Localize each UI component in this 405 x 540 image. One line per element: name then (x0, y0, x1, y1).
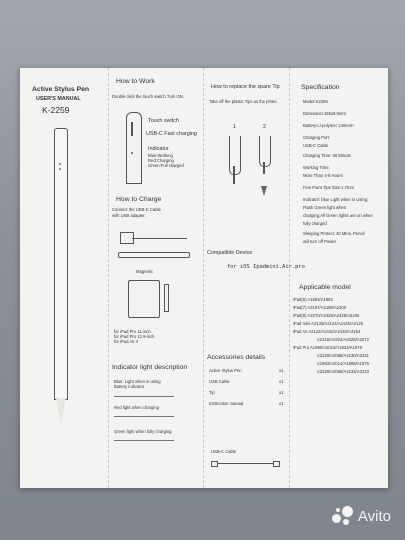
stylus-illustration (54, 128, 68, 428)
ipad-line-2: for iPad Pro 12.9-inch (114, 334, 155, 339)
spec-item: Sleeping Protect: 30 Mins. Pencil (303, 231, 365, 236)
spec-item: Model:K2259 (303, 99, 328, 104)
pen-sketch-green (114, 440, 174, 441)
compatible-heading: Compatible Device (207, 250, 253, 256)
charge-desc-2: with USB adapter. (112, 213, 146, 218)
spec-item: fully charged (303, 221, 327, 226)
replace-desc: Take off the plastic Tips as the photo (209, 99, 277, 104)
pen-sketch-blue (114, 396, 174, 397)
usbc-cable-label: USB-C Cable (211, 449, 237, 454)
charge-desc-1: Connect the USB-C Cable (112, 207, 161, 212)
ind-green: Green light when fully charging (114, 429, 172, 434)
magnetic-label: Magnetic (136, 269, 153, 274)
how-to-work-desc: Double click the touch switch,Turn ON. (112, 94, 184, 99)
ipad-line-1: for iPad Pro 11-inch (114, 329, 151, 334)
step-2-number: 2 (263, 124, 266, 130)
spec-item: Charging Time: 90 Minute (303, 153, 351, 158)
acc-item-name: Tip (209, 390, 215, 395)
applicable-model-item: iPad(8) A2270/A2428/A2429/A2430 (293, 313, 360, 318)
indicator-line-3: Green:Full charged (148, 163, 184, 168)
acc-item-name: Active Stylus Pen (209, 368, 242, 373)
avito-logo-icon (332, 506, 354, 526)
spec-item: Fine Point Tips Size:1.7mm (303, 185, 354, 190)
ipad-pen-illustration (164, 284, 169, 312)
spec-item: will turn off Power (303, 239, 336, 244)
manual-sheet (20, 68, 388, 488)
replace-heading: How to replace the spare Tip (211, 84, 280, 90)
acc-item-qty: x1 (279, 379, 284, 384)
watermark-text: Avito (357, 507, 391, 525)
applicable-model-item: iPad Air A2122/A2152/A2153/A2154 (293, 329, 361, 334)
spec-item: Indicator: blue Light when in Using; (303, 197, 369, 202)
spec-item: Working Time: (303, 165, 330, 170)
acc-item-qty: x1 (279, 390, 284, 395)
applicable-model-item: A1983/A2014/A1895/A1876 (317, 361, 369, 366)
manual-subtitle: USER'S MANUAL (36, 96, 81, 102)
touch-switch-label: Touch switch (148, 118, 179, 124)
usbc-fast-label: USB-C Fast charging (146, 131, 197, 137)
ind-blue-2: Battery indicator (114, 384, 145, 389)
ind-red: Red light when charging (114, 405, 159, 410)
acc-item-name: USB Cable (209, 379, 230, 384)
usbc-cable-illustration (211, 458, 281, 468)
panel-how-to (108, 68, 204, 488)
applicable-model-item: A2229/A2069/A2232/A2233 (317, 369, 369, 374)
spec-item: Battery:Li-polymer 140mAh (303, 123, 354, 128)
how-to-work-heading: How to Work (116, 78, 155, 85)
spec-item: More Than 4-8 Hours (303, 173, 343, 178)
acc-item-name: Instruction manual (209, 401, 244, 406)
compatible-list: for iOS Ipadmini.Air.pro (227, 264, 305, 270)
panel-specification (289, 68, 388, 488)
charger-illustration (116, 228, 196, 258)
acc-item-qty: x1 (279, 401, 284, 406)
indicator-label: Indicator (148, 146, 169, 152)
applicable-model-item: iPad Pro A1980/A2013/A1934/A1979 (293, 345, 362, 350)
tip-illustration-2 (255, 136, 275, 206)
applicable-model-item: A2228/A2068/A2230/A2231 (317, 353, 369, 358)
panel-cover (20, 68, 109, 488)
spec-item: Dimension:165x8.9mm (303, 111, 346, 116)
spec-item: Flash Green light when (303, 205, 347, 210)
acc-item-qty: x1 (279, 368, 284, 373)
applicable-model-item: iPad(7) A2197/A2198/A2200 (293, 305, 347, 310)
indicator-line-1: Blue:Working (148, 153, 173, 158)
pen-top-illustration (120, 112, 148, 182)
applicable-model-item: A2316/A2324/A2325/A2072 (317, 337, 369, 342)
indicator-desc-heading: Indicator light description (112, 364, 188, 371)
applicable-heading: Applicable model (299, 284, 351, 291)
ipad-line-3: for iPad Air 4 (114, 339, 138, 344)
spec-item: Charging Port: (303, 135, 330, 140)
step-1-number: 1 (233, 124, 236, 130)
applicable-model-item: iPad mini A2133/A2124/A2125/A2126 (293, 321, 364, 326)
manual-title: Active Stylus Pen (32, 86, 90, 93)
spec-item: charging;All Green lights are on when (303, 213, 373, 218)
pen-sketch-red (114, 416, 174, 417)
how-to-charge-heading: How to Charge (116, 196, 162, 203)
ipad-illustration (128, 280, 160, 318)
spec-heading: Specification (301, 84, 340, 91)
model-number: K-2259 (42, 105, 70, 115)
tip-illustration-1 (225, 136, 245, 186)
applicable-model-item: iPad(6) A1893/A1954 (293, 297, 333, 302)
spec-item: USB-C Cable (303, 143, 329, 148)
indicator-line-2: Red:Charging (148, 158, 174, 163)
panel-tips (203, 68, 305, 488)
ind-blue-1: Blue: Light when in using (114, 379, 161, 384)
avito-watermark (332, 506, 391, 526)
accessories-heading: Accessories details (207, 354, 266, 361)
